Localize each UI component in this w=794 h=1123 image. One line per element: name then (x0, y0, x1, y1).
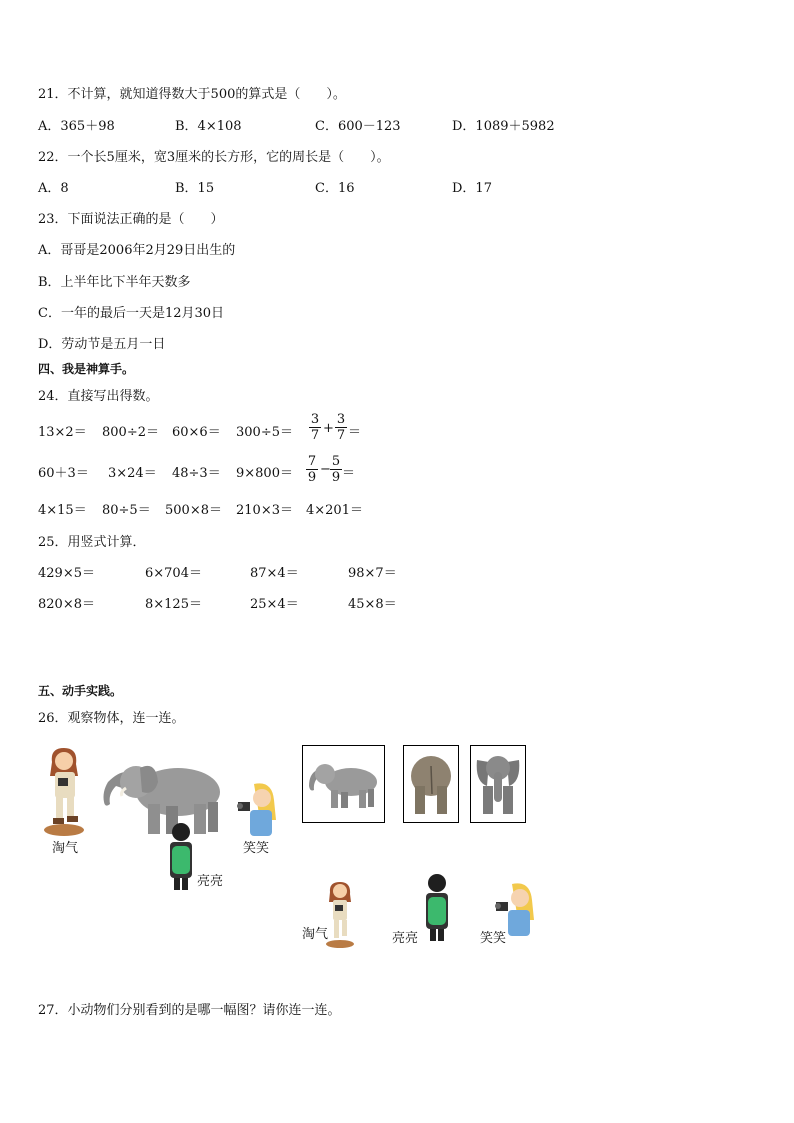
q25-stem: 25．用竖式计算． (38, 535, 146, 550)
q22-option-c: C．16 (315, 181, 355, 196)
q25-item: 6×704＝ (145, 566, 202, 581)
xiaoxiao-option-label: 笑笑 (480, 931, 507, 946)
back-view-elephant-box[interactable] (403, 745, 459, 823)
q24-item: 500×8＝ (165, 503, 222, 518)
q24-fraction-a (309, 412, 321, 443)
q24-item: 48÷3＝ (172, 466, 221, 481)
section-5-title: 五、动手实践。 (38, 684, 123, 698)
section-4-title: 四、我是神算手。 (38, 362, 135, 376)
q22-stem: 22．一个长5厘米，宽3厘米的长方形，它的周长是（ ）。 (38, 150, 390, 165)
q21-option-c: C．600－123 (315, 119, 401, 134)
q22-option-a: A．8 (38, 181, 69, 196)
taoqi-option-label: 淘气 (302, 927, 329, 942)
q21-stem: 21．不计算，就知道得数大于500的算式是（ ）。 (38, 87, 346, 102)
q27-stem: 27．小动物们分别看到的是哪一幅图？请你连一连。 (38, 1003, 341, 1018)
q25-item: 45×8＝ (348, 597, 397, 612)
fraction-numerator: 3 (310, 412, 320, 427)
q24-item: 210×3＝ (236, 503, 293, 518)
q24-item: 9×800＝ (236, 466, 293, 481)
q24-fraction-equals: ＝ (348, 425, 362, 440)
q24-item: 800÷2＝ (102, 425, 159, 440)
elephant-back-icon (404, 746, 458, 822)
q25-item: 98×7＝ (348, 566, 397, 581)
q24-item: 4×15＝ (38, 503, 87, 518)
q24-stem: 24．直接写出得数。 (38, 389, 159, 404)
q24-item: 13×2＝ (38, 425, 87, 440)
q24-fraction-operator: − (320, 462, 331, 477)
girl-xiaoxiao-figure (232, 780, 280, 836)
q25-item: 8×125＝ (145, 597, 202, 612)
taoqi-label: 淘气 (52, 841, 79, 856)
q21-option-d: D．1089＋5982 (452, 119, 555, 134)
fraction-denominator: 9 (331, 470, 341, 485)
xiaoxiao-label: 笑笑 (243, 841, 270, 856)
q24-item: 4×201＝ (306, 503, 363, 518)
q24-fraction-a (306, 454, 318, 485)
boy-liangliang-option[interactable] (422, 873, 452, 943)
q21-option-a: A．365＋98 (38, 119, 115, 134)
q25-item: 429×5＝ (38, 566, 95, 581)
q24-item: 3×24＝ (108, 466, 157, 481)
q24-fraction-b (335, 412, 347, 443)
q21-option-b: B．4×108 (175, 119, 242, 134)
q26-stem: 26．观察物体，连一连。 (38, 711, 185, 726)
q22-option-d: D．17 (452, 181, 492, 196)
q23-stem: 23．下面说法正确的是（ ） (38, 212, 224, 227)
q24-item: 300÷5＝ (236, 425, 293, 440)
elephant-side-icon (303, 746, 384, 822)
q25-item: 820×8＝ (38, 597, 95, 612)
elephant-front-icon (471, 746, 525, 822)
front-view-elephant-box[interactable] (470, 745, 526, 823)
q22-option-b: B．15 (175, 181, 215, 196)
fraction-numerator: 7 (307, 454, 317, 469)
fraction-numerator: 3 (336, 412, 346, 427)
liangliang-label: 亮亮 (197, 874, 224, 889)
fraction-denominator: 7 (336, 428, 346, 443)
fraction-numerator: 5 (331, 454, 341, 469)
fraction-denominator: 7 (310, 428, 320, 443)
q23-option-c: C．一年的最后一天是12月30日 (38, 306, 225, 321)
girl-taoqi-figure (38, 746, 96, 836)
q24-fraction-b (330, 454, 342, 485)
side-view-elephant-box[interactable] (302, 745, 385, 823)
q24-item: 60＋3＝ (38, 466, 89, 481)
q25-item: 87×4＝ (250, 566, 299, 581)
q23-option-b: B．上半年比下半年天数多 (38, 275, 191, 290)
q25-item: 25×4＝ (250, 597, 299, 612)
fraction-denominator: 9 (307, 470, 317, 485)
q24-fraction-operator: + (323, 421, 334, 436)
q24-fraction-equals: ＝ (342, 466, 356, 481)
boy-liangliang-figure (166, 822, 196, 892)
elephant-scene-image (96, 752, 226, 840)
q23-option-d: D．劳动节是五月一日 (38, 337, 166, 352)
q23-option-a: A．哥哥是2006年2月29日出生的 (38, 243, 236, 258)
q24-item: 80÷5＝ (102, 503, 151, 518)
q24-item: 60×6＝ (172, 425, 221, 440)
liangliang-option-label: 亮亮 (392, 931, 419, 946)
